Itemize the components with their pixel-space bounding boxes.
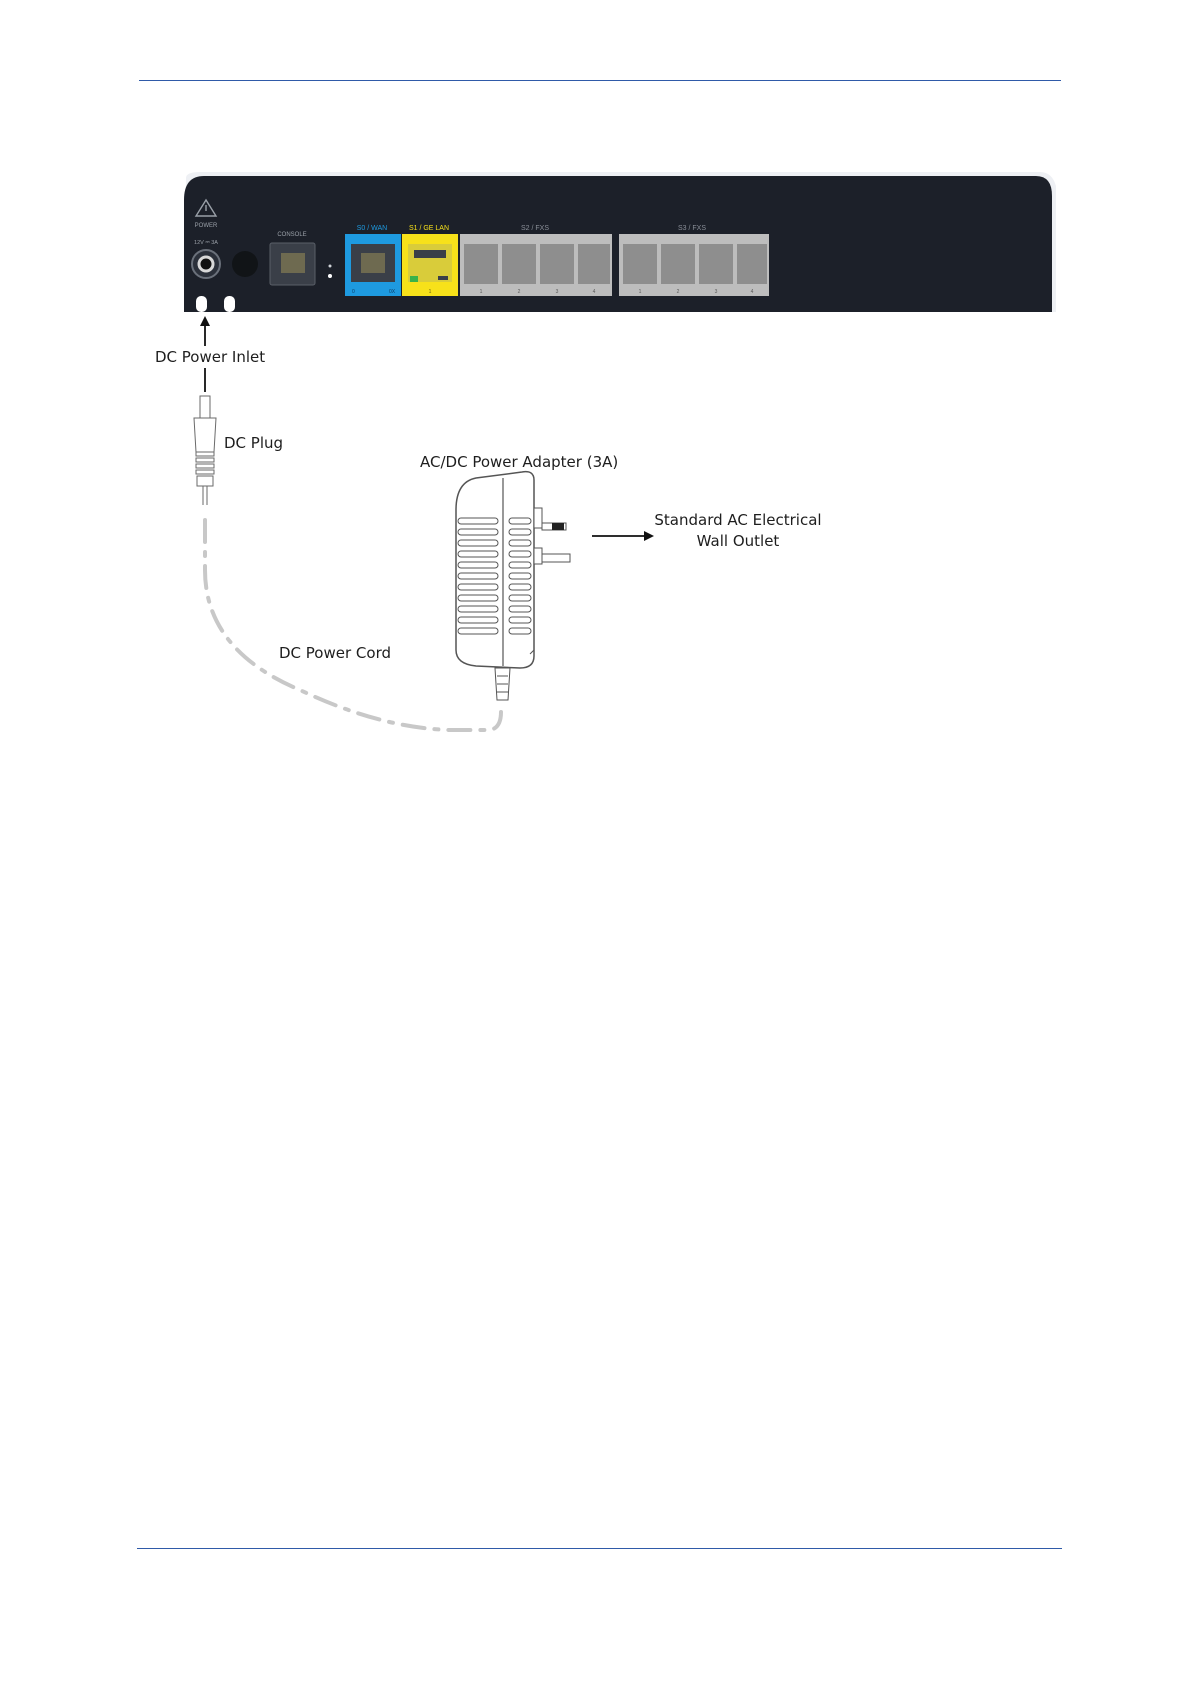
fxs2-port-3: 3 [714,289,718,295]
fxs2-label: S3 / FXS [677,225,707,232]
fxs2-port-1: 1 [638,289,642,295]
dc-power-inlet-label: DC Power Inlet [155,348,266,366]
wan-port [345,234,401,296]
lan-port [402,234,458,296]
outlet-label [650,510,826,552]
fxs1-port-4: 4 [592,289,596,295]
wan-label: S0 / WAN [356,225,388,232]
fxs1-port-3: 3 [555,289,559,295]
fxs2-ports [619,234,769,296]
power-label: POWER [194,223,218,229]
dc-power-cord-label: DC Power Cord [279,644,391,662]
fxs2-port-4: 4 [750,289,754,295]
console-label: CONSOLE [277,232,307,238]
device-foot [196,296,207,312]
fxs1-ports [460,234,612,296]
device-foot [224,296,235,312]
footer-rule [137,1548,1062,1549]
arrow-right-icon [592,531,654,541]
lan-label: S1 / GE LAN [408,225,450,232]
power-rating: 12V ⎓ 3A [194,240,218,246]
wan-port-number-1: 0X [389,289,396,295]
adapter-label: AC/DC Power Adapter (3A) [420,453,619,471]
outlet-label-line1: Standard AC Electrical [654,511,822,529]
fxs1-port-2: 2 [517,289,521,295]
arrow-up-icon [200,316,210,346]
fxs1-label: S2 / FXS [520,225,550,232]
dc-power-jack [192,250,220,278]
wan-port-number-0: 0 [352,289,355,295]
lan-port-number: 1 [428,289,432,295]
fxs2-port-2: 2 [676,289,680,295]
dc-plug [194,396,216,505]
reset-button [232,251,258,277]
connection-diagram [0,0,1191,780]
fxs1-port-1: 1 [479,289,483,295]
power-adapter [456,472,570,700]
dc-plug-label: DC Plug [224,434,284,452]
adapter-vents [458,518,531,634]
outlet-label-line2: Wall Outlet [696,532,780,550]
device-rear-panel [184,172,1056,312]
